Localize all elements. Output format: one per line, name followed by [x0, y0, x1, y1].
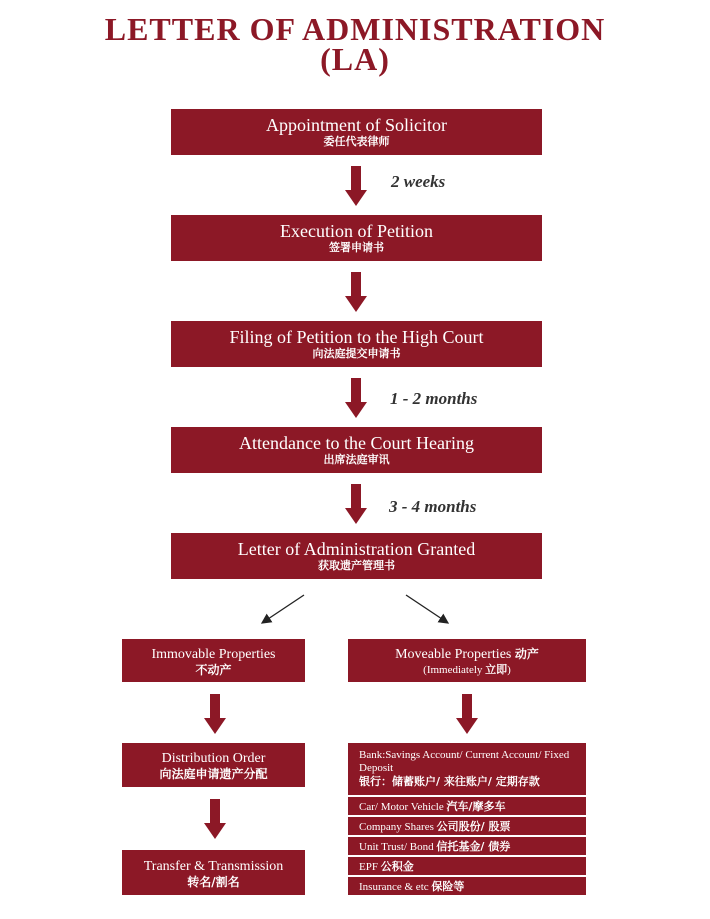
step-label-zh: 委任代表律师: [323, 135, 390, 148]
list-item-bank: [348, 743, 586, 795]
list-item-epf: [348, 857, 586, 875]
item-label-zh: 保险等: [431, 880, 465, 893]
transfer-transmission-box: [122, 850, 305, 895]
duration-label: 1 - 2 months: [390, 389, 478, 408]
item-label-en: Bank:Savings Account/ Current Account/ Fixed Deposit: [359, 749, 570, 774]
step-label-en: Execution of Petition: [280, 221, 433, 241]
duration-label: 3 - 4 months: [389, 497, 477, 516]
step-label-en: Letter of Administration Granted: [237, 539, 476, 559]
arrow-left-branch-icon: [262, 595, 304, 623]
step-attendance-court-hearing: [171, 427, 542, 473]
item-label-en: Company Shares: [359, 821, 437, 833]
immovable-label-zh: 不动产: [195, 663, 232, 677]
list-item-unit-trust: [348, 837, 586, 855]
step-label-zh: 出席法庭审讯: [323, 453, 390, 466]
step-label-zh: 获取遗产管理书: [318, 559, 395, 572]
transfer-label-zh: 转名/割名: [187, 875, 240, 889]
distribution-label-en: Distribution Order: [161, 751, 266, 766]
moveable-title: [348, 646, 586, 663]
moveable-subtitle: [348, 663, 586, 677]
arrow-down-icon: [345, 484, 367, 524]
moveable-sub-en: (Immediately: [423, 664, 486, 676]
distribution-label-zh: 向法庭申请遗产分配: [159, 767, 268, 781]
step-label-en: Appointment of Solicitor: [266, 115, 447, 135]
item-label-en: Car/ Motor Vehicle: [359, 801, 447, 813]
arrow-down-icon: [204, 799, 226, 839]
moveable-assets-list: [348, 743, 586, 897]
item-label-zh: 公积金: [380, 860, 414, 873]
immovable-properties-box: [122, 639, 305, 682]
moveable-sub-end: ): [507, 664, 511, 676]
list-item-car: [348, 797, 586, 815]
step-filing-of-petition: [171, 321, 542, 367]
item-label-zh: 银行：储蓄账户/ 来往账户/ 定期存款: [359, 775, 540, 788]
arrow-down-icon: [345, 166, 367, 206]
moveable-properties-box: [348, 639, 586, 682]
list-item-company-shares: [348, 817, 586, 835]
item-label-zh: 公司股份/ 股票: [436, 820, 511, 833]
arrow-down-icon: [456, 694, 478, 734]
item-label-en: Insurance & etc: [359, 881, 432, 893]
item-label-zh: 汽车/摩多车: [446, 800, 506, 813]
step-execution-of-petition: [171, 215, 542, 261]
step-letter-of-administration-granted: [171, 533, 542, 579]
item-label-en: Unit Trust/ Bond: [359, 841, 437, 853]
transfer-label-en: Transfer & Transmission: [143, 859, 284, 874]
immovable-label-en: Immovable Properties: [151, 647, 276, 662]
step-label-en: Attendance to the Court Hearing: [239, 433, 474, 453]
moveable-label-en: Moveable Properties: [395, 647, 515, 662]
moveable-sub-zh: 立即: [485, 663, 508, 676]
arrow-down-icon: [345, 378, 367, 418]
item-label-en: EPF: [359, 861, 381, 873]
arrow-down-icon: [204, 694, 226, 734]
moveable-label-zh: 动产: [514, 647, 539, 661]
step-appointment-of-solicitor: [171, 109, 542, 155]
duration-label: 2 weeks: [391, 172, 446, 191]
distribution-order-box: [122, 743, 305, 787]
list-item-insurance: [348, 877, 586, 895]
step-label-zh: 向法庭提交申请书: [312, 347, 401, 360]
page-title: LETTER OF ADMINISTRATION: [104, 11, 606, 47]
arrow-down-icon: [345, 272, 367, 312]
arrow-right-branch-icon: [406, 595, 448, 623]
item-label-zh: 信托基金/ 债券: [436, 840, 511, 853]
page-subtitle: (LA): [320, 41, 390, 77]
step-label-zh: 签署申请书: [329, 241, 384, 254]
step-label-en: Filing of Petition to the High Court: [229, 327, 484, 347]
